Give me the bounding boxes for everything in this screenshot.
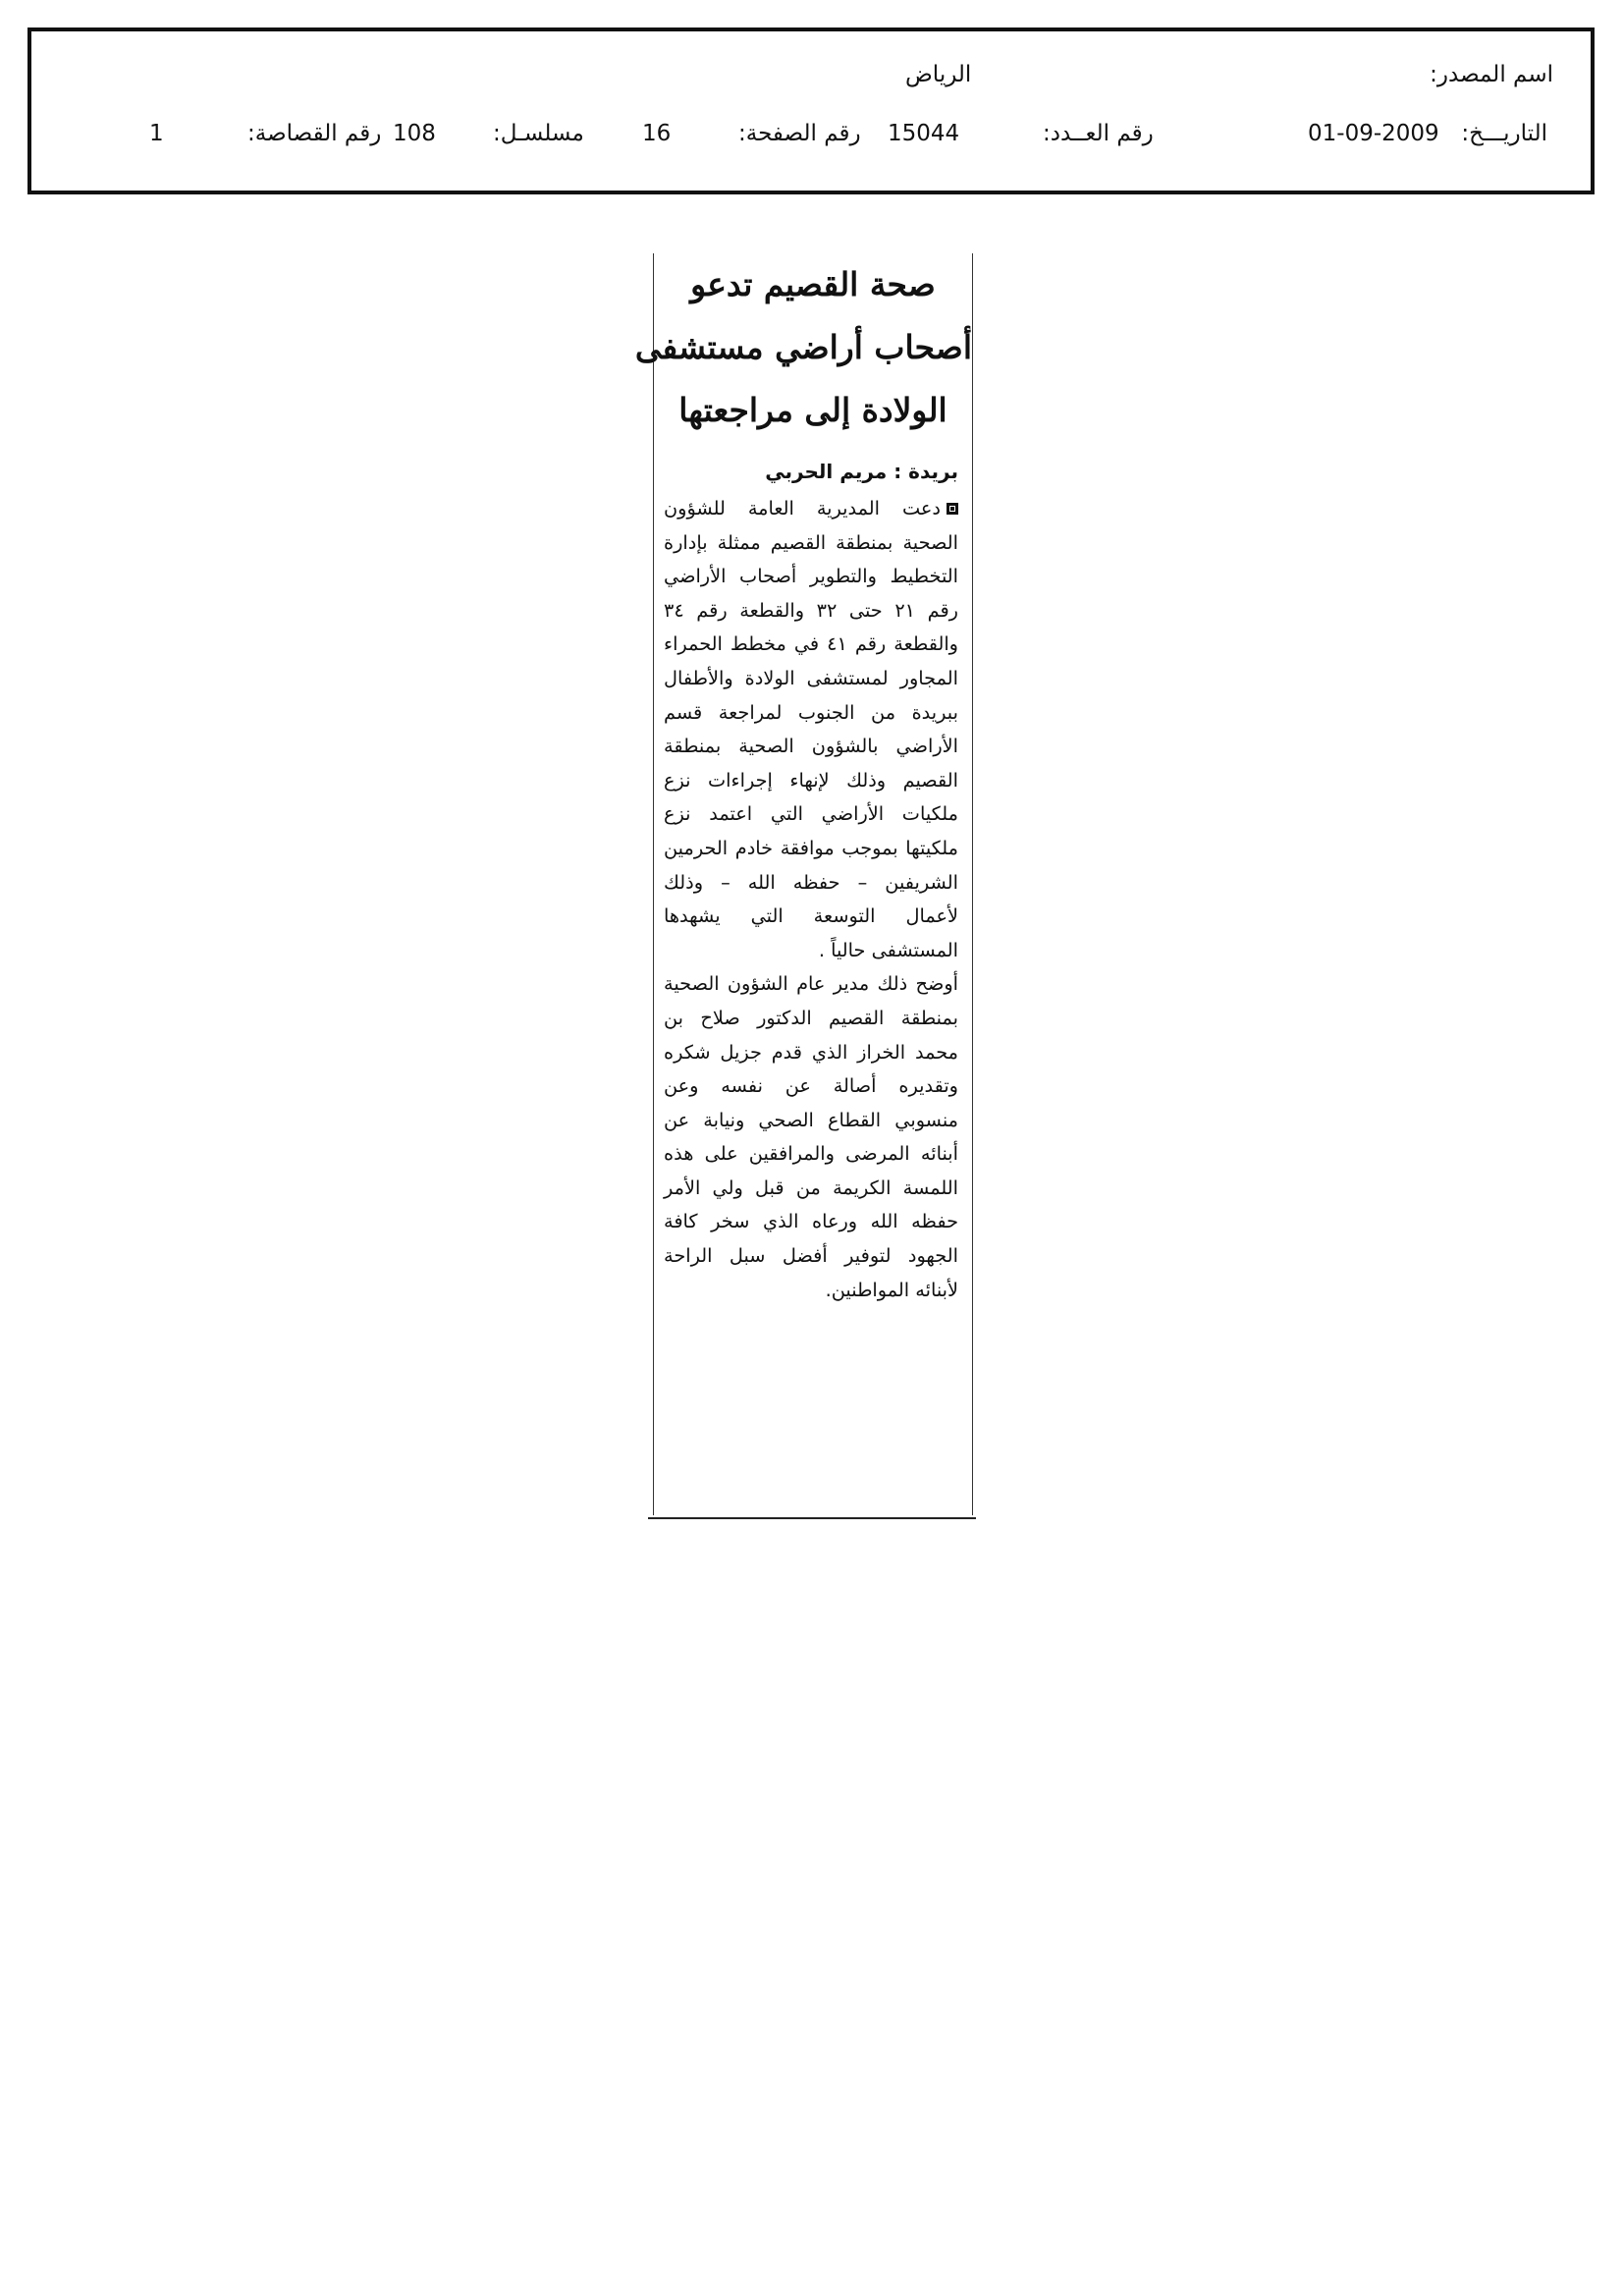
issue-number-label: رقم العــدد: <box>1043 121 1154 146</box>
date-value: 01-09-2009 <box>1308 121 1439 146</box>
source-value: الرياض <box>905 62 972 87</box>
serial-value: 108 <box>393 121 436 146</box>
headline-line: الولادة إلى مراجعتها <box>678 391 947 429</box>
clipping-number-label: رقم القصاصة: <box>247 121 382 146</box>
clipping-number-value: 1 <box>149 121 164 146</box>
article-paragraph <box>664 492 958 967</box>
clipping-bottom-rule <box>648 1517 976 1519</box>
source-label: اسم المصدر: <box>1430 62 1553 87</box>
article-headline <box>634 253 972 442</box>
newspaper-clipping <box>634 253 973 1515</box>
headline-line: صحة القصيم تدعو <box>690 265 936 303</box>
serial-label: مسلسـل: <box>493 121 584 146</box>
paragraph-text: دعت المديرية العامة للشؤون الصحية بمنطقة القصيم ممثلة بإدارة التخطيط والتطوير أصحاب الأراضي رقم ٢١ حتى ٣٢ والقطعة رقم ٣٤ والقطعة رقم ٤١ في مخطط الحمراء المجاور لمستشفى الولادة والأطفال ببريدة من الجنوب لمراجعة قسم الأراضي بالشؤون الصحية بمنطقة القصيم وذلك لإنهاء إجراءات نزع ملكيات الأراضي التي اعتمد نزع ملكيتها بموجب موافقة خادم الحرمين الشريفين – حفظه الله – وذلك لأعمال التوسعة التي يشهدها المستشفى حالياً . <box>664 497 958 961</box>
article-byline: بريدة : مريم الحربي <box>765 460 958 483</box>
page-number-value: 16 <box>642 121 672 146</box>
date-label: التاريـــخ: <box>1461 121 1547 146</box>
page-number-label: رقم الصفحة: <box>738 121 861 146</box>
article-body <box>664 492 958 1307</box>
issue-number-value: 15044 <box>888 121 960 146</box>
article-paragraph: أوضح ذلك مدير عام الشؤون الصحية بمنطقة القصيم الدكتور صلاح بن محمد الخراز الذي قدم جزيل شكره وتقديره أصالة عن نفسه وعن منسوبي القطاع الصحي ونيابة عن أبنائه المرضى والمرافقين على هذه اللمسة الكريمة من قبل ولي الأمر حفظه الله ورعاه الذي سخر كافة الجهود لتوفير أفضل سبل الراحة لأبنائه المواطنين. <box>664 972 958 1301</box>
clipping-header-box <box>27 27 1595 194</box>
square-bullet-icon <box>947 503 958 515</box>
headline-line: أصحاب أراضي مستشفى <box>634 328 972 366</box>
